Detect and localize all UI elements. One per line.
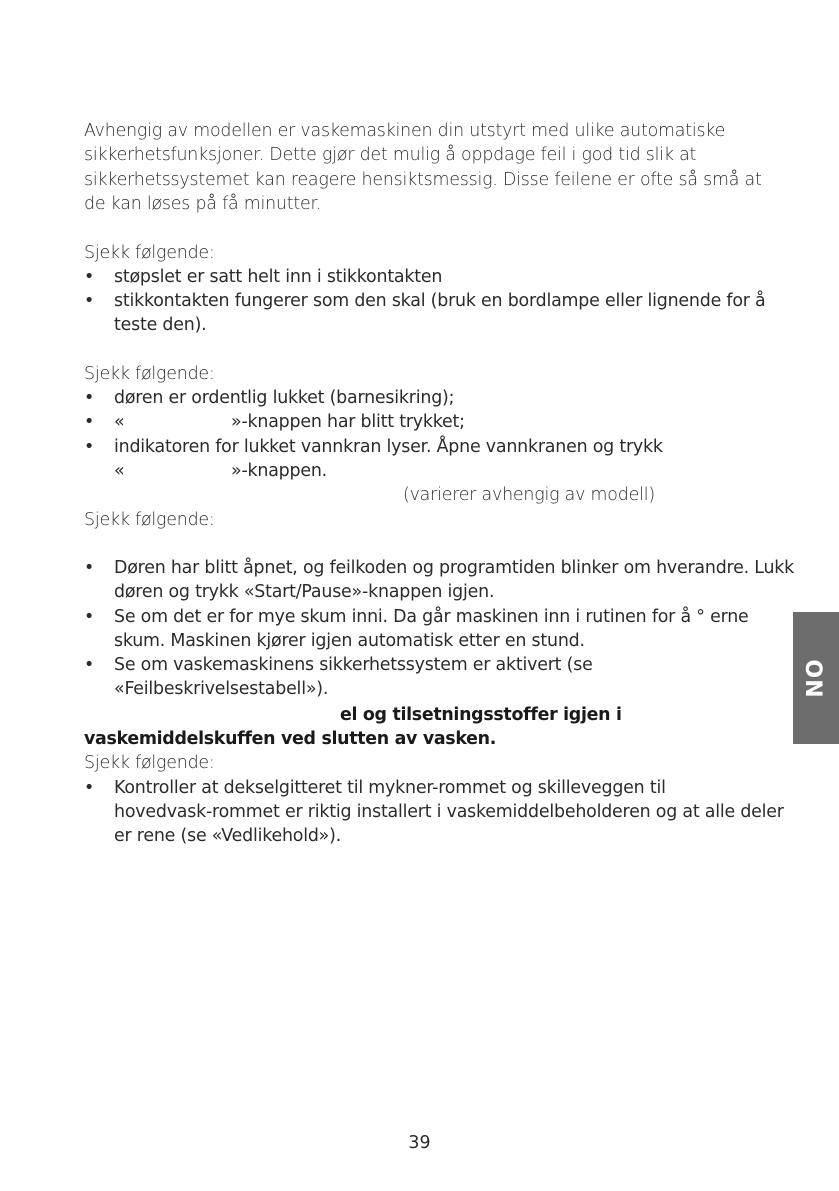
list-item: stikkontakten fungerer som den skal (bruk en bordlampe eller lignende for å [114, 291, 766, 311]
list-item-continuation: døren og trykk «Start/Pause»-knappen igjen. [114, 582, 495, 602]
list-item: indikatoren for lukket vannkran lyser. Åpne vannkranen og trykk [114, 437, 663, 457]
list-item: « »-knappen har blitt trykket; [114, 412, 465, 432]
bullet: • [84, 291, 95, 311]
page-number: 39 [408, 1133, 431, 1153]
bullet: • [84, 412, 95, 432]
list-item-continuation: er rene (se «Vedlikehold»). [114, 826, 342, 846]
list-item: døren er ordentlig lukket (barnesikring); [114, 388, 455, 408]
bullet: • [84, 655, 95, 675]
intro-line: de kan løses på få minutter. [84, 194, 322, 214]
list-item-continuation: hovedvask-rommet er riktig installert i vaskemiddelbeholderen og at alle deler [114, 802, 784, 822]
list-item: Døren har blitt åpnet, og feilkoden og programtiden blinker om hverandre. Lukk [114, 558, 795, 578]
bullet: • [84, 437, 95, 457]
section-heading: Sjekk følgende: [84, 243, 215, 263]
bullet: • [84, 388, 95, 408]
section-heading: Sjekk følgende: [84, 753, 215, 773]
list-item: Se om det er for mye skum inni. Da går maskinen inn i rutinen for å ° erne [114, 607, 749, 627]
list-item-continuation: «Feilbeskrivelsestabell»). [114, 679, 329, 699]
bullet: • [84, 558, 95, 578]
list-item: Kontroller at dekselgitteret til mykner-rommet og skilleveggen til [114, 778, 666, 798]
list-item-continuation: teste den). [114, 315, 207, 335]
list-item: Se om vaskemaskinens sikkerhetssystem er aktivert (se [114, 655, 593, 675]
bullet: • [84, 778, 95, 798]
intro-line: Avhengig av modellen er vaskemaskinen din utstyrt med ulike automatiske [84, 121, 726, 141]
intro-line: sikkerhetssystemet kan reagere hensiktsmessig. Disse feilene er ofte så små at [84, 170, 762, 190]
bullet: • [84, 267, 95, 287]
intro-line: sikkerhetsfunksjoner. Dette gjør det mulig å oppdage feil i god tid slik at [84, 145, 697, 165]
list-item-continuation: « »-knappen. [114, 461, 327, 481]
language-tab [793, 612, 839, 744]
language-tab-label: NO [803, 658, 829, 698]
model-note: (varierer avhengig av modell) [403, 485, 655, 505]
section-heading: Sjekk følgende: [84, 510, 215, 530]
bullet: • [84, 607, 95, 627]
bold-heading: vaskemiddelskuffen ved slutten av vasken. [84, 729, 497, 749]
bold-heading: el og tilsetningsstoffer igjen i [340, 705, 622, 725]
list-item-continuation: skum. Maskinen kjører igjen automatisk etter en stund. [114, 631, 585, 651]
section-heading: Sjekk følgende: [84, 364, 215, 384]
list-item: støpslet er satt helt inn i stikkontakten [114, 267, 443, 287]
